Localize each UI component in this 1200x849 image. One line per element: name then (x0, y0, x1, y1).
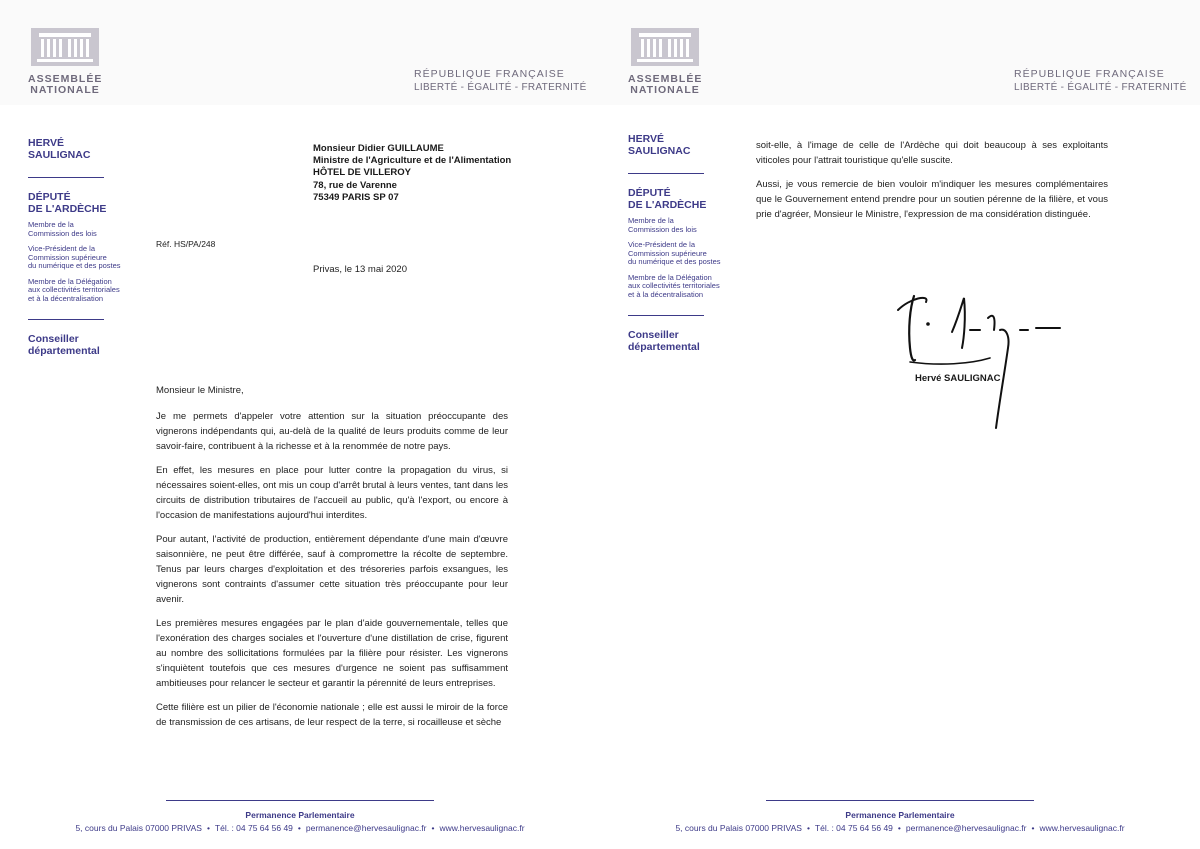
footer-contact (600, 823, 1200, 833)
separator-bullet: • (1031, 823, 1035, 833)
salutation: Monsieur le Ministre, (156, 385, 244, 396)
role-commission-numerique (28, 245, 138, 271)
footer-address: 5, cours du Palais 07000 PRIVAS (75, 823, 202, 833)
logo-line-1: ASSEMBLÉE (28, 73, 103, 85)
deputy-name (28, 138, 138, 161)
name-line-1: HERVÉ (628, 133, 664, 145)
separator-bullet: • (206, 823, 210, 833)
footer-email: permanence@hervesaulignac.fr (905, 823, 1027, 833)
footer-phone: Tél. : 04 75 64 56 49 (214, 823, 293, 833)
footer-address: 5, cours du Palais 07000 PRIVAS (675, 823, 802, 833)
depute-line-2: DE L'ARDÈCHE (628, 198, 707, 211)
footer-website: www.hervesaulignac.fr (1039, 823, 1125, 833)
recipient-address (313, 143, 511, 204)
conseiller-line-1: Conseiller (628, 329, 679, 341)
recipient-line: 75349 PARIS SP 07 (313, 191, 399, 203)
logo-line-2: NATIONALE (630, 84, 700, 96)
hemicycle-icon (631, 28, 699, 66)
paragraph: En effet, les mesures en place pour lutter contre la propagation du virus, si nécessaires soient-elles, ont mis un coup d'arrêt brutal à leurs ventes, tant dans les circuits de distribution tributaires de l'accueil au public, qu'à l'export, ou encore à l'occasion de manifestations aujourd'hui interdites. (156, 465, 508, 521)
conseiller-line-1: Conseiller (28, 333, 79, 345)
separator-bullet: • (297, 823, 301, 833)
role-commission-lois (628, 217, 738, 234)
recipient-line: Ministre de l'Agriculture et de l'Alimentation (313, 155, 512, 167)
letter-page-2 (600, 0, 1200, 849)
republique-block (414, 68, 587, 93)
recipient-line: 78, rue de Varenne (313, 179, 397, 191)
paragraph: Je me permets d'appeler votre attention sur la situation préoccupante des vignerons indépendants qui, au-delà de la qualité de leurs produits comme de leur savoir-faire, contribuent à la richesse et à la renommée de notre pays. (156, 411, 508, 452)
paragraph: Pour autant, l'activité de production, entièrement dépendante d'une main d'œuvre saisonnière, ne peut être différée, sauf à compromettre la récolte de septembre. Tenus par leurs charges d'exploitation et des trésoreries parfois exsangues, les vignerons sont contraints d'assumer cette situation très préoccupante pour leur avenir. (156, 534, 508, 605)
paragraph: Les premières mesures engagées par le plan d'aide gouvernementale, telles que l'exonération des charges sociales et l'ouverture d'une distillation de crise, figurent au nombre des sollicitations formulées par la filière pour résister. Les vignerons s'inquiètent toutefois que ces mesures d'urgence ne soient pas suffisamment ambitieuses pour relancer le secteur et garantir la pérennité de leurs entreprises. (156, 618, 508, 689)
recipient-line: HÔTEL DE VILLEROY (313, 167, 412, 179)
role-line: Commission supérieure (628, 248, 707, 258)
footer-contact (0, 823, 600, 833)
divider (628, 315, 704, 316)
logo-line-1: ASSEMBLÉE (628, 73, 703, 85)
role-line: aux collectivités territoriales (628, 281, 720, 290)
republique-block (1014, 68, 1187, 93)
footer-divider (766, 800, 1034, 801)
footer-phone: Tél. : 04 75 64 56 49 (814, 823, 893, 833)
divider (28, 319, 104, 320)
footer-website: www.hervesaulignac.fr (439, 823, 525, 833)
deputy-name (628, 134, 738, 157)
footer-email: permanence@hervesaulignac.fr (305, 823, 427, 833)
letter-body (156, 383, 508, 739)
republique-motto: LIBERTÉ - ÉGALITÉ - FRATERNITÉ (414, 82, 587, 93)
depute-line-1: DÉPUTÉ (628, 187, 671, 199)
role-line: du numérique et des postes (628, 257, 721, 266)
role-line: Membre de la (628, 216, 674, 225)
reference: Réf. HS/PA/248 (156, 239, 216, 249)
logo-text (628, 74, 702, 96)
republique-title: RÉPUBLIQUE FRANÇAISE (414, 68, 565, 80)
role-line: aux collectivités territoriales (28, 285, 120, 294)
role-line: Membre de la (28, 220, 74, 229)
paragraph: Aussi, je vous remercie de bien vouloir m'indiquer les mesures complémentaires que le Gouvernement entend prendre pour un soutien pérenne de la filière, et vous prie d'agréer, Monsieur le Ministre, l'expression de ma considération distinguée. (756, 179, 1108, 220)
role-line: Membre de la Délégation (628, 272, 712, 282)
hemicycle-icon (31, 28, 99, 66)
name-line-1: HERVÉ (28, 137, 64, 149)
role-delegation (628, 274, 738, 300)
republique-motto: LIBERTÉ - ÉGALITÉ - FRATERNITÉ (1014, 82, 1187, 93)
separator-bullet: • (431, 823, 435, 833)
role-line: et à la décentralisation (628, 289, 704, 299)
depute-title (628, 188, 738, 211)
assemblee-nationale-logo (28, 28, 108, 96)
role-line: Commission des lois (628, 224, 697, 234)
role-line: Vice-Président de la (628, 240, 695, 249)
sidebar (628, 134, 738, 353)
role-commission-numerique (628, 241, 738, 267)
handwritten-signature (880, 288, 1080, 438)
paragraph: soit-elle, à l'image de celle de l'Ardèche qui doit beaucoup à ses exploitants viticoles pour l'attrait touristique qu'elle suscite. (756, 140, 1108, 166)
role-line: Membre de la Délégation (28, 276, 112, 286)
role-line: du numérique et des postes (28, 261, 121, 270)
conseiller-line-2: départemental (28, 344, 100, 357)
paragraph: Cette filière est un pilier de l'économie nationale ; elle est aussi le miroir de la force de transmission de ces artisans, de leur respect de la terre, si rocailleuse et sèche (156, 702, 508, 728)
recipient-line: Monsieur Didier GUILLAUME (313, 143, 444, 154)
depute-line-1: DÉPUTÉ (28, 191, 71, 203)
depute-line-2: DE L'ARDÈCHE (28, 202, 107, 215)
role-line: Vice-Président de la (28, 244, 95, 253)
conseiller-line-2: départemental (628, 340, 700, 353)
footer-title: Permanence Parlementaire (245, 810, 355, 820)
depute-title (28, 192, 138, 215)
role-commission-lois (28, 221, 138, 238)
letter-body-continued (756, 138, 1108, 231)
name-line-2: SAULIGNAC (628, 144, 691, 157)
divider (28, 177, 104, 178)
separator-bullet: • (897, 823, 901, 833)
conseiller-title (628, 330, 738, 353)
divider (628, 173, 704, 174)
separator-bullet: • (806, 823, 810, 833)
role-line: et à la décentralisation (28, 293, 104, 303)
footer-title: Permanence Parlementaire (845, 810, 955, 820)
role-delegation (28, 278, 138, 304)
place-date: Privas, le 13 mai 2020 (313, 264, 407, 275)
role-line: Commission supérieure (28, 252, 107, 262)
logo-line-2: NATIONALE (30, 84, 100, 96)
republique-title: RÉPUBLIQUE FRANÇAISE (1014, 68, 1165, 80)
conseiller-title (28, 334, 138, 357)
logo-text (28, 74, 102, 96)
role-line: Commission des lois (28, 228, 97, 238)
signatory-name: Hervé SAULIGNAC (915, 373, 1001, 384)
assemblee-nationale-logo (628, 28, 708, 96)
footer-divider (166, 800, 434, 801)
name-line-2: SAULIGNAC (28, 148, 91, 161)
sidebar (28, 138, 138, 357)
